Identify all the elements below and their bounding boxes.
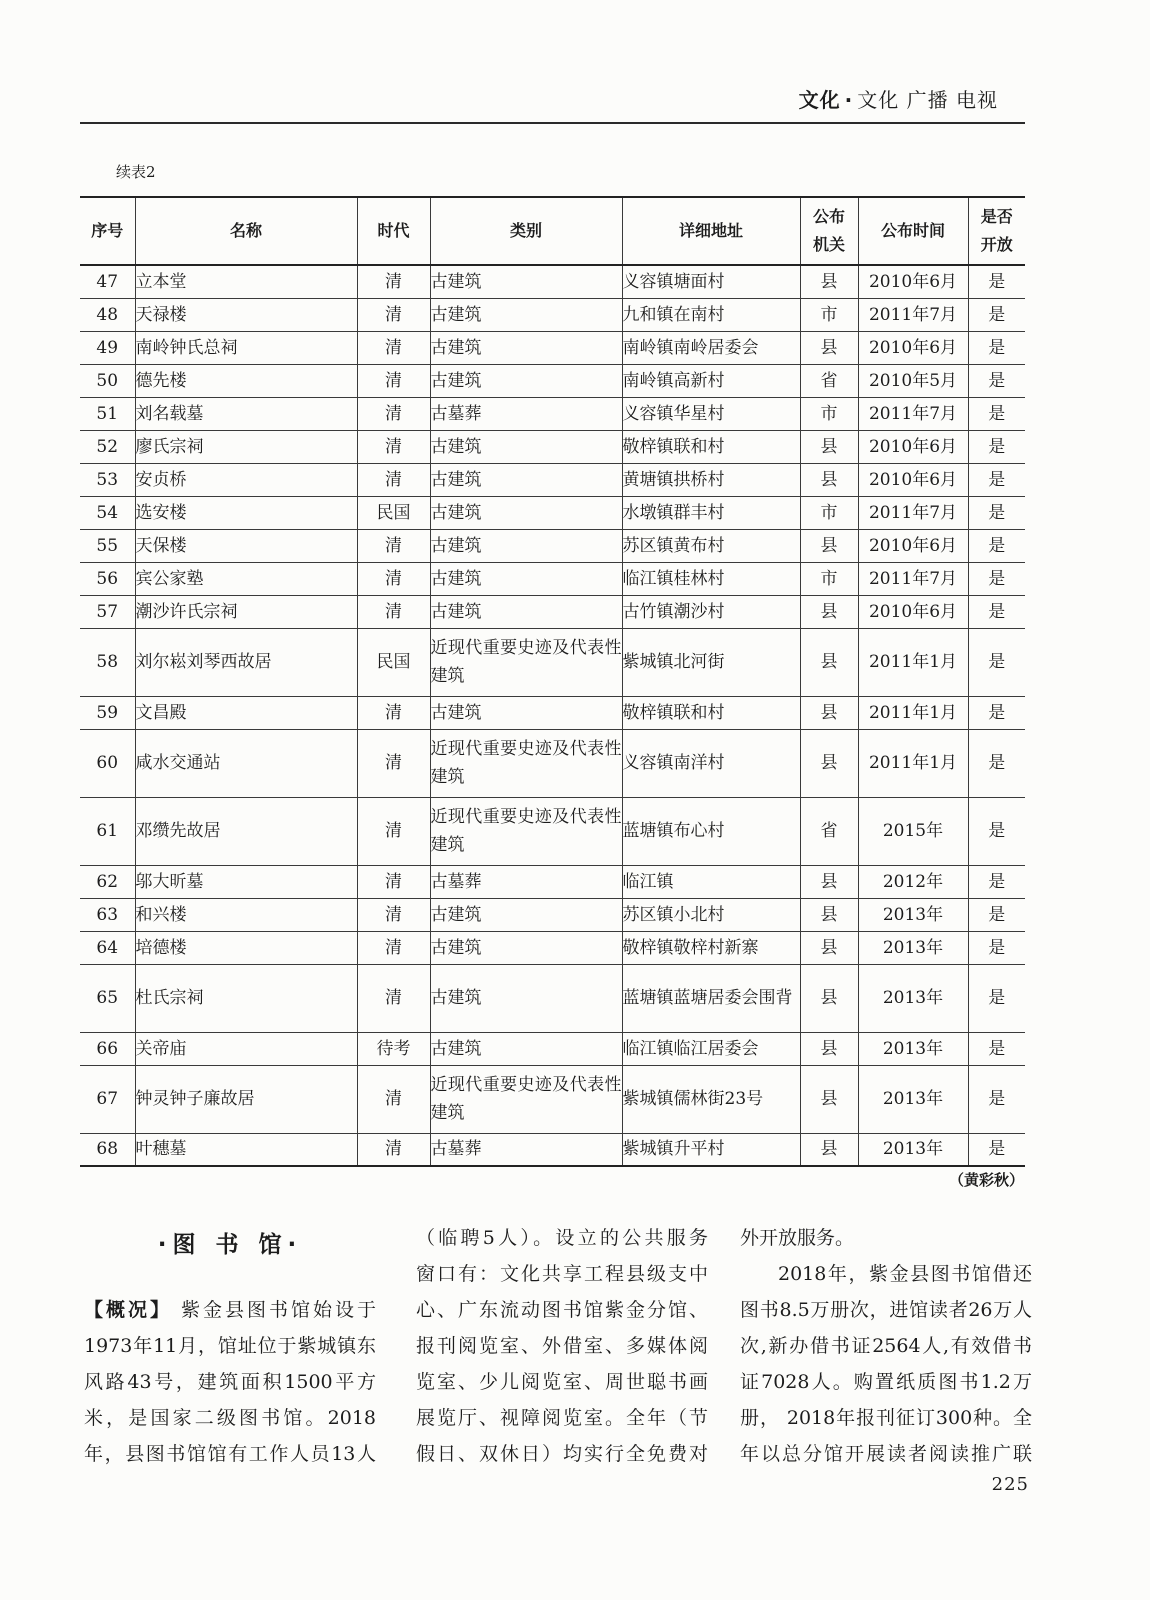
cell-seq: 63 <box>80 898 135 931</box>
cell-open: 是 <box>968 865 1025 898</box>
cell-seq: 67 <box>80 1065 135 1133</box>
page-number: 225 <box>991 1474 1029 1495</box>
cell-category: 古建筑 <box>430 331 622 364</box>
table-row <box>80 265 1025 298</box>
cell-address: 义容镇塘面村 <box>622 265 800 298</box>
text-line: 年，县图书馆馆有工作人员13人 <box>84 1443 376 1465</box>
cell-name: 钟灵钟子廉故居 <box>135 1065 357 1133</box>
cell-open: 是 <box>968 364 1025 397</box>
table-row <box>80 1032 1025 1065</box>
cell-date: 2011年7月 <box>858 298 968 331</box>
cell-authority: 市 <box>800 397 858 430</box>
cell-authority: 县 <box>800 729 858 797</box>
cell-era: 清 <box>357 696 430 729</box>
text-line: 报刊阅览室、外借室、多媒体阅 <box>416 1335 708 1357</box>
running-head <box>799 86 998 114</box>
cell-era: 民国 <box>357 496 430 529</box>
cell-date: 2011年1月 <box>858 696 968 729</box>
cell-address: 古竹镇潮沙村 <box>622 595 800 628</box>
table-row <box>80 496 1025 529</box>
cell-authority: 县 <box>800 430 858 463</box>
cell-name: 文昌殿 <box>135 696 357 729</box>
cell-address: 水墩镇群丰村 <box>622 496 800 529</box>
cell-name: 叶穗墓 <box>135 1133 357 1166</box>
cell-address: 蓝塘镇布心村 <box>622 797 800 865</box>
cell-era: 清 <box>357 931 430 964</box>
cell-address: 南岭镇南岭居委会 <box>622 331 800 364</box>
cell-address: 敬梓镇联和村 <box>622 430 800 463</box>
cell-name: 选安楼 <box>135 496 357 529</box>
text-line: 假日、双休日）均实行全免费对 <box>416 1443 708 1465</box>
cell-date: 2010年6月 <box>858 430 968 463</box>
cell-name: 和兴楼 <box>135 898 357 931</box>
cell-address: 义容镇华星村 <box>622 397 800 430</box>
col-header-authority: 公布机关 <box>800 197 858 265</box>
cell-category: 古建筑 <box>430 964 622 1032</box>
cell-era: 清 <box>357 865 430 898</box>
cell-era: 清 <box>357 397 430 430</box>
cell-seq: 60 <box>80 729 135 797</box>
cell-category: 古建筑 <box>430 595 622 628</box>
text-line: （临聘5人）。设立的公共服务 <box>416 1227 708 1249</box>
cell-seq: 55 <box>80 529 135 562</box>
cell-category: 近现代重要史迹及代表性建筑 <box>430 797 622 865</box>
cell-category: 古建筑 <box>430 463 622 496</box>
cell-seq: 49 <box>80 331 135 364</box>
cell-address: 紫城镇升平村 <box>622 1133 800 1166</box>
cell-authority: 市 <box>800 496 858 529</box>
cell-seq: 68 <box>80 1133 135 1166</box>
header-rule <box>80 122 1025 124</box>
cell-name: 廖氏宗祠 <box>135 430 357 463</box>
cell-name: 德先楼 <box>135 364 357 397</box>
table-row <box>80 331 1025 364</box>
table-row <box>80 964 1025 1032</box>
cell-date: 2010年6月 <box>858 595 968 628</box>
cell-authority: 县 <box>800 463 858 496</box>
cell-address: 敬梓镇敬梓村新寨 <box>622 931 800 964</box>
cell-era: 清 <box>357 529 430 562</box>
cell-era: 清 <box>357 562 430 595</box>
cell-date: 2011年7月 <box>858 397 968 430</box>
cell-authority: 县 <box>800 628 858 696</box>
cell-era: 清 <box>357 364 430 397</box>
table-row <box>80 298 1025 331</box>
cell-category: 古建筑 <box>430 265 622 298</box>
cell-name: 咸水交通站 <box>135 729 357 797</box>
table-row <box>80 1065 1025 1133</box>
cell-category: 近现代重要史迹及代表性建筑 <box>430 628 622 696</box>
cell-name: 杜氏宗祠 <box>135 964 357 1032</box>
text-line: 窗口有：文化共享工程县级支中 <box>416 1263 708 1285</box>
cell-seq: 62 <box>80 865 135 898</box>
cell-seq: 50 <box>80 364 135 397</box>
running-head-subsection: 文化 广播 电视 <box>857 88 998 112</box>
cell-seq: 65 <box>80 964 135 1032</box>
table-row <box>80 1133 1025 1166</box>
table-row <box>80 430 1025 463</box>
cell-name: 天保楼 <box>135 529 357 562</box>
cell-name: 邬大昕墓 <box>135 865 357 898</box>
cell-address: 苏区镇小北村 <box>622 898 800 931</box>
col-header-address: 详细地址 <box>622 197 800 265</box>
running-head-separator: · <box>844 88 854 112</box>
col-header-category: 类别 <box>430 197 622 265</box>
cell-category: 古建筑 <box>430 696 622 729</box>
cell-era: 清 <box>357 729 430 797</box>
relics-table <box>80 196 1025 1167</box>
cell-address: 苏区镇黄布村 <box>622 529 800 562</box>
cell-authority: 县 <box>800 595 858 628</box>
cell-name: 安贞桥 <box>135 463 357 496</box>
text-line: 图书8.5万册次，进馆读者26万人 <box>740 1299 1032 1321</box>
cell-era: 清 <box>357 265 430 298</box>
cell-seq: 53 <box>80 463 135 496</box>
cell-authority: 县 <box>800 1065 858 1133</box>
cell-seq: 48 <box>80 298 135 331</box>
cell-authority: 县 <box>800 529 858 562</box>
text-line: 册， 2018年报刊征订300种。全 <box>740 1407 1032 1429</box>
cell-category: 古建筑 <box>430 562 622 595</box>
cell-category: 古建筑 <box>430 529 622 562</box>
table-caption: 续表2 <box>116 163 156 181</box>
table-body <box>80 265 1025 1166</box>
cell-category: 古墓葬 <box>430 1133 622 1166</box>
cell-category: 古建筑 <box>430 430 622 463</box>
cell-date: 2010年5月 <box>858 364 968 397</box>
cell-date: 2013年 <box>858 931 968 964</box>
cell-category: 古建筑 <box>430 1032 622 1065</box>
cell-address: 蓝塘镇蓝塘居委会围背 <box>622 964 800 1032</box>
cell-category: 近现代重要史迹及代表性建筑 <box>430 1065 622 1133</box>
text-line: 米，是国家二级图书馆。2018 <box>84 1407 376 1429</box>
text-column-2 <box>416 1220 708 1472</box>
cell-address: 黄塘镇拱桥村 <box>622 463 800 496</box>
table-row <box>80 628 1025 696</box>
cell-era: 清 <box>357 1065 430 1133</box>
cell-date: 2011年7月 <box>858 562 968 595</box>
cell-name: 邓缵先故居 <box>135 797 357 865</box>
cell-date: 2013年 <box>858 1133 968 1166</box>
section-heading: ·图 书 馆· <box>157 1232 303 1258</box>
text-line: 风路43号，建筑面积1500平方 <box>84 1371 376 1393</box>
cell-address: 紫城镇北河街 <box>622 628 800 696</box>
cell-date: 2011年1月 <box>858 628 968 696</box>
cell-name: 潮沙许氏宗祠 <box>135 595 357 628</box>
table-header <box>80 197 1025 265</box>
cell-open: 是 <box>968 331 1025 364</box>
cell-open: 是 <box>968 696 1025 729</box>
cell-open: 是 <box>968 964 1025 1032</box>
cell-address: 义容镇南洋村 <box>622 729 800 797</box>
text-column-3 <box>740 1220 1032 1472</box>
text-line: 1973年11月，馆址位于紫城镇东 <box>84 1335 376 1357</box>
table-row <box>80 696 1025 729</box>
cell-authority: 县 <box>800 865 858 898</box>
cell-era: 清 <box>357 797 430 865</box>
cell-open: 是 <box>968 265 1025 298</box>
cell-open: 是 <box>968 797 1025 865</box>
cell-category: 古建筑 <box>430 364 622 397</box>
cell-open: 是 <box>968 898 1025 931</box>
table-row <box>80 898 1025 931</box>
cell-authority: 县 <box>800 898 858 931</box>
cell-name: 天禄楼 <box>135 298 357 331</box>
cell-open: 是 <box>968 529 1025 562</box>
cell-name: 刘名载墓 <box>135 397 357 430</box>
cell-authority: 县 <box>800 931 858 964</box>
cell-era: 清 <box>357 430 430 463</box>
table-row <box>80 397 1025 430</box>
cell-category: 古建筑 <box>430 496 622 529</box>
cell-name: 宾公家塾 <box>135 562 357 595</box>
text-line: 外开放服务。 <box>740 1227 855 1249</box>
table-row <box>80 364 1025 397</box>
col-header-date: 公布时间 <box>858 197 968 265</box>
cell-category: 古建筑 <box>430 298 622 331</box>
cell-open: 是 <box>968 496 1025 529</box>
cell-seq: 61 <box>80 797 135 865</box>
table-row <box>80 529 1025 562</box>
text-line: 览室、少儿阅览室、周世聪书画 <box>416 1371 708 1393</box>
text-line: 2018年，紫金县图书馆借还 <box>778 1263 1032 1285</box>
cell-era: 清 <box>357 331 430 364</box>
cell-date: 2010年6月 <box>858 265 968 298</box>
cell-name: 培德楼 <box>135 931 357 964</box>
cell-seq: 57 <box>80 595 135 628</box>
cell-open: 是 <box>968 1133 1025 1166</box>
cell-open: 是 <box>968 397 1025 430</box>
text-line: 心、广东流动图书馆紫金分馆、 <box>416 1299 708 1321</box>
cell-era: 清 <box>357 964 430 1032</box>
text-span: 紫金县图书馆始设于 <box>181 1299 376 1321</box>
cell-open: 是 <box>968 1065 1025 1133</box>
cell-date: 2011年1月 <box>858 729 968 797</box>
cell-date: 2013年 <box>858 898 968 931</box>
cell-address: 敬梓镇联和村 <box>622 696 800 729</box>
cell-date: 2012年 <box>858 865 968 898</box>
cell-authority: 省 <box>800 364 858 397</box>
table-row <box>80 729 1025 797</box>
cell-open: 是 <box>968 298 1025 331</box>
table-row <box>80 931 1025 964</box>
cell-seq: 52 <box>80 430 135 463</box>
cell-address: 南岭镇高新村 <box>622 364 800 397</box>
cell-open: 是 <box>968 463 1025 496</box>
col-header-name: 名称 <box>135 197 357 265</box>
cell-date: 2010年6月 <box>858 463 968 496</box>
cell-open: 是 <box>968 430 1025 463</box>
cell-date: 2013年 <box>858 1032 968 1065</box>
cell-seq: 54 <box>80 496 135 529</box>
cell-seq: 59 <box>80 696 135 729</box>
cell-open: 是 <box>968 628 1025 696</box>
cell-era: 待考 <box>357 1032 430 1065</box>
table-row <box>80 797 1025 865</box>
running-head-section: 文化 <box>798 88 841 112</box>
cell-category: 古建筑 <box>430 898 622 931</box>
text-line: 证7028人。购置纸质图书1.2万 <box>740 1371 1032 1393</box>
cell-address: 临江镇 <box>622 865 800 898</box>
text-column-1 <box>84 1292 376 1472</box>
cell-open: 是 <box>968 931 1025 964</box>
text-line: 展览厅、视障阅览室。全年（节 <box>416 1407 708 1429</box>
cell-authority: 县 <box>800 331 858 364</box>
cell-era: 清 <box>357 463 430 496</box>
table-row <box>80 865 1025 898</box>
paragraph-lead: 【概况】 <box>84 1299 172 1321</box>
cell-date: 2011年7月 <box>858 496 968 529</box>
cell-name: 刘尔崧刘琴西故居 <box>135 628 357 696</box>
cell-seq: 51 <box>80 397 135 430</box>
cell-era: 清 <box>357 298 430 331</box>
cell-name: 立本堂 <box>135 265 357 298</box>
cell-seq: 64 <box>80 931 135 964</box>
cell-authority: 县 <box>800 1133 858 1166</box>
table-row <box>80 595 1025 628</box>
cell-date: 2013年 <box>858 1065 968 1133</box>
cell-era: 民国 <box>357 628 430 696</box>
cell-open: 是 <box>968 562 1025 595</box>
cell-category: 古墓葬 <box>430 397 622 430</box>
col-header-open: 是否开放 <box>968 197 1025 265</box>
table-row <box>80 463 1025 496</box>
cell-address: 紫城镇儒林街23号 <box>622 1065 800 1133</box>
table-header-row <box>80 197 1025 265</box>
text-line: 次,新办借书证2564人,有效借书 <box>740 1335 1032 1357</box>
cell-date: 2010年6月 <box>858 529 968 562</box>
cell-era: 清 <box>357 595 430 628</box>
cell-address: 九和镇在南村 <box>622 298 800 331</box>
col-header-seq: 序号 <box>80 197 135 265</box>
cell-category: 古建筑 <box>430 931 622 964</box>
table-credit: （黄彩秋） <box>948 1171 1024 1189</box>
cell-seq: 47 <box>80 265 135 298</box>
cell-date: 2013年 <box>858 964 968 1032</box>
cell-name: 南岭钟氏总祠 <box>135 331 357 364</box>
cell-authority: 市 <box>800 298 858 331</box>
cell-address: 临江镇桂林村 <box>622 562 800 595</box>
cell-open: 是 <box>968 729 1025 797</box>
cell-category: 古墓葬 <box>430 865 622 898</box>
cell-seq: 58 <box>80 628 135 696</box>
cell-era: 清 <box>357 1133 430 1166</box>
cell-authority: 县 <box>800 265 858 298</box>
cell-date: 2015年 <box>858 797 968 865</box>
text-line: 年以总分馆开展读者阅读推广联 <box>740 1443 1032 1465</box>
cell-category: 近现代重要史迹及代表性建筑 <box>430 729 622 797</box>
cell-seq: 66 <box>80 1032 135 1065</box>
cell-open: 是 <box>968 1032 1025 1065</box>
cell-authority: 市 <box>800 562 858 595</box>
cell-date: 2010年6月 <box>858 331 968 364</box>
col-header-era: 时代 <box>357 197 430 265</box>
cell-address: 临江镇临江居委会 <box>622 1032 800 1065</box>
cell-authority: 县 <box>800 696 858 729</box>
cell-name: 关帝庙 <box>135 1032 357 1065</box>
cell-authority: 县 <box>800 964 858 1032</box>
cell-open: 是 <box>968 595 1025 628</box>
cell-era: 清 <box>357 898 430 931</box>
table-row <box>80 562 1025 595</box>
cell-seq: 56 <box>80 562 135 595</box>
text-line <box>84 1292 376 1328</box>
cell-authority: 县 <box>800 1032 858 1065</box>
cell-authority: 省 <box>800 797 858 865</box>
